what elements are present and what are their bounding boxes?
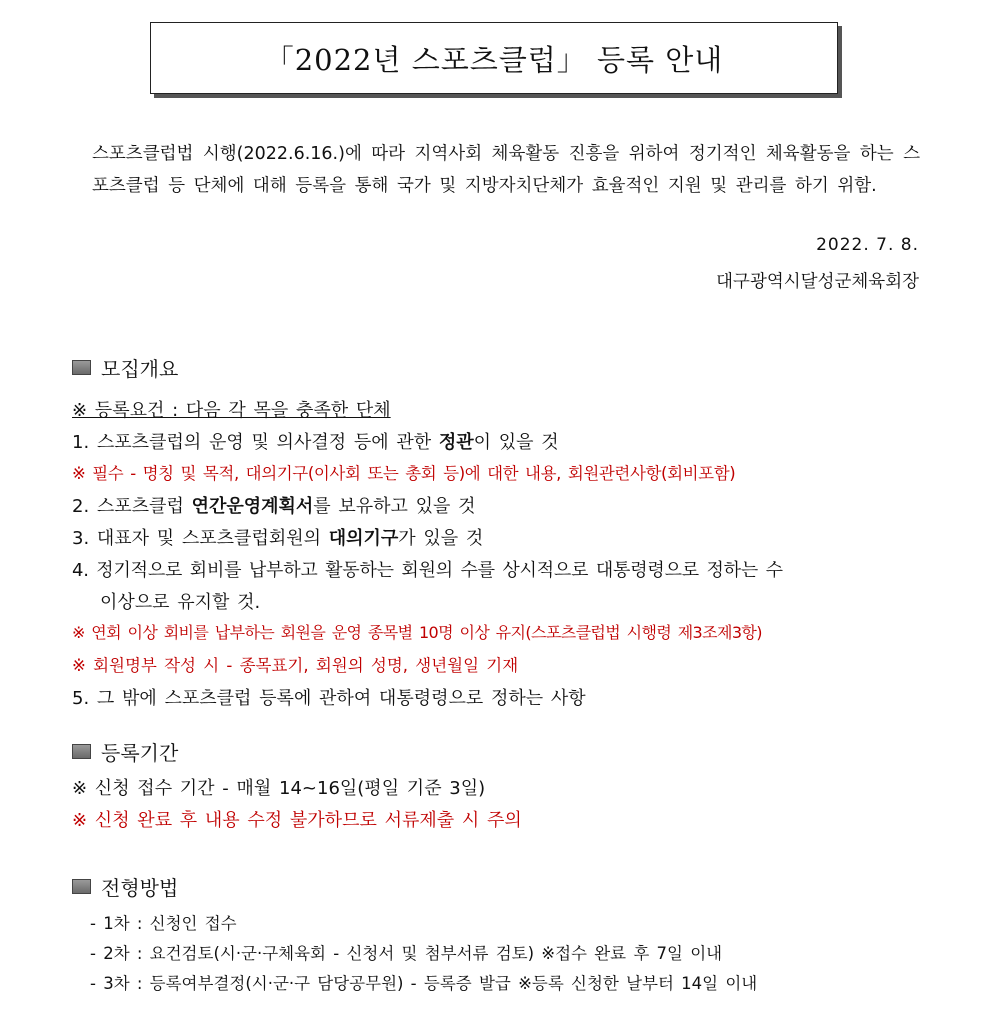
list-item-text: 3. 대표자 및 스포츠클럽회원의 [72,528,329,549]
note-required: ※ 필수 - 명칭 및 목적, 대의기구(이사회 또는 총회 등)에 대한 내용, 회원관련사항(회비포함) [72,464,736,483]
square-bullet-icon [72,744,91,759]
list-item-emphasis: 정관 [438,432,474,453]
list-item-5: 5. 그 밖에 스포츠클럽 등록에 관하여 대통령령으로 정하는 사항 [72,688,586,709]
section-recruit [72,352,178,382]
section-period [72,736,178,766]
selection-step-3: - 3차 : 등록여부결정(시·군·구 담당공무원) - 등록증 발급 ※등록 신청한 날부터 14일 이내 [90,974,758,993]
section-heading-selection [72,871,178,901]
period-line-2: ※ 신청 완료 후 내용 수정 불가하므로 서류제출 시 주의 [72,810,522,831]
page-title: 「2022년 스포츠클럽」 등록 안내 [264,42,724,77]
list-item-text: 를 보유하고 있을 것 [313,496,476,517]
list-item-3 [72,524,483,550]
list-item-text: 이 있을 것 [473,432,559,453]
list-item-4-continued: 이상으로 유지할 것. [100,592,261,613]
list-item-text: 2. 스포츠클럽 [72,496,192,517]
list-item-text: 1. 스포츠클럽의 운영 및 의사결정 등에 관한 [72,432,439,453]
list-item-2 [72,492,476,518]
issuer-name: 대구광역시달성군체육회장 [716,272,919,292]
section-heading-recruit [72,352,178,382]
period-line-1: ※ 신청 접수 기간 - 매월 14~16일(평일 기준 3일) [72,778,486,799]
section-heading-period [72,736,178,766]
list-item-emphasis: 대의기구 [328,528,399,549]
list-item-4: 4. 정기적으로 회비를 납부하고 활동하는 회원의 수를 상시적으로 대통령령으로 정하는 수 [72,560,783,581]
list-item-text: 가 있을 것 [398,528,484,549]
section-heading-text: 등록기간 [101,740,179,765]
list-item-emphasis: 연간운영계획서 [191,496,314,517]
square-bullet-icon [72,879,91,894]
section-heading-text: 모집개요 [101,356,179,381]
section-heading-text: 전형방법 [101,875,179,900]
note-members: ※ 연회 이상 회비를 납부하는 회원을 운영 종목별 10명 이상 유지(스포츠클럽법 시행령 제3조제3항) [72,623,762,642]
requirement-line: ※ 등록요건 : 다음 각 목을 충족한 단체 [72,400,391,421]
list-item-1 [72,428,559,454]
title-box [150,22,838,94]
selection-step-2: - 2차 : 요건검토(시·군·구체육회 - 신청서 및 첨부서류 검토) ※접수 완료 후 7일 이내 [90,944,723,963]
intro-paragraph: 스포츠클럽법 시행(2022.6.16.)에 따라 지역사회 체육활동 진흥을 위하여 정기적인 체육활동을 하는 스포츠클럽 등 단체에 대해 등록을 통해 국가 및 지방자치단체가 효율적인 지원 및 관리를 하기 위함. [92,144,920,196]
selection-step-1: - 1차 : 신청인 접수 [90,914,237,933]
section-selection [72,871,178,901]
note-roster: ※ 회원명부 작성 시 - 종목표기, 회원의 성명, 생년월일 기재 [72,656,519,675]
square-bullet-icon [72,360,91,375]
issue-date: 2022. 7. 8. [816,235,919,255]
